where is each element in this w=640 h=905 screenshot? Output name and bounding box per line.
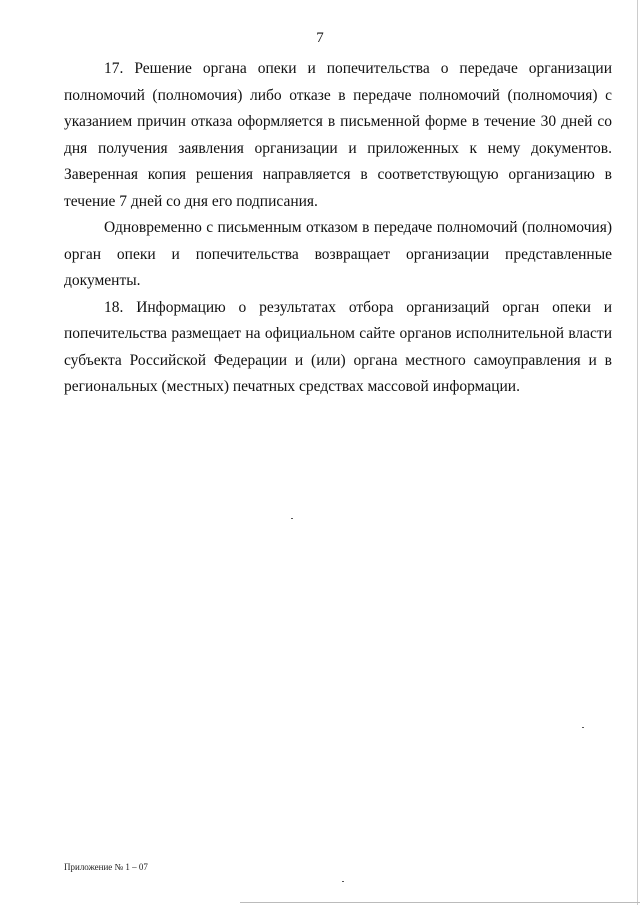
document-body <box>64 56 612 401</box>
paragraph-17: 17. Решение органа опеки и попечительства о передаче организации полномочий (полномочия) либо отказе в передаче полномочий (полномочия) с указанием причин отказа оформляется в письменной форме в течение 30 дней со дня получения заявления организации и приложенных к нему документов. Заверенная копия решения направляется в соответствующую организацию в течение 7 дней со дня его подписания. <box>64 60 612 210</box>
footer-annotation: Приложение № 1 – 07 <box>64 862 148 872</box>
scan-speck <box>291 518 293 519</box>
paragraph-18: 18. Информацию о результатах отбора организаций орган опеки и попечительства размещает на официальном сайте органов исполнительной власти субъекта Российской Федерации и (или) органа местного самоуправления и в региональных (местных) печатных средствах массовой информации. <box>64 298 612 395</box>
scan-bottom-line <box>240 902 640 903</box>
scan-speck <box>342 881 344 882</box>
scan-edge-line <box>637 0 638 905</box>
paragraph-refusal: Одновременно с письменным отказом в передаче полномочий (полномочия) орган опеки и попечительства возвращает организации представленные документы. <box>64 219 612 289</box>
page-number: 7 <box>316 30 324 46</box>
scan-speck <box>582 727 584 728</box>
